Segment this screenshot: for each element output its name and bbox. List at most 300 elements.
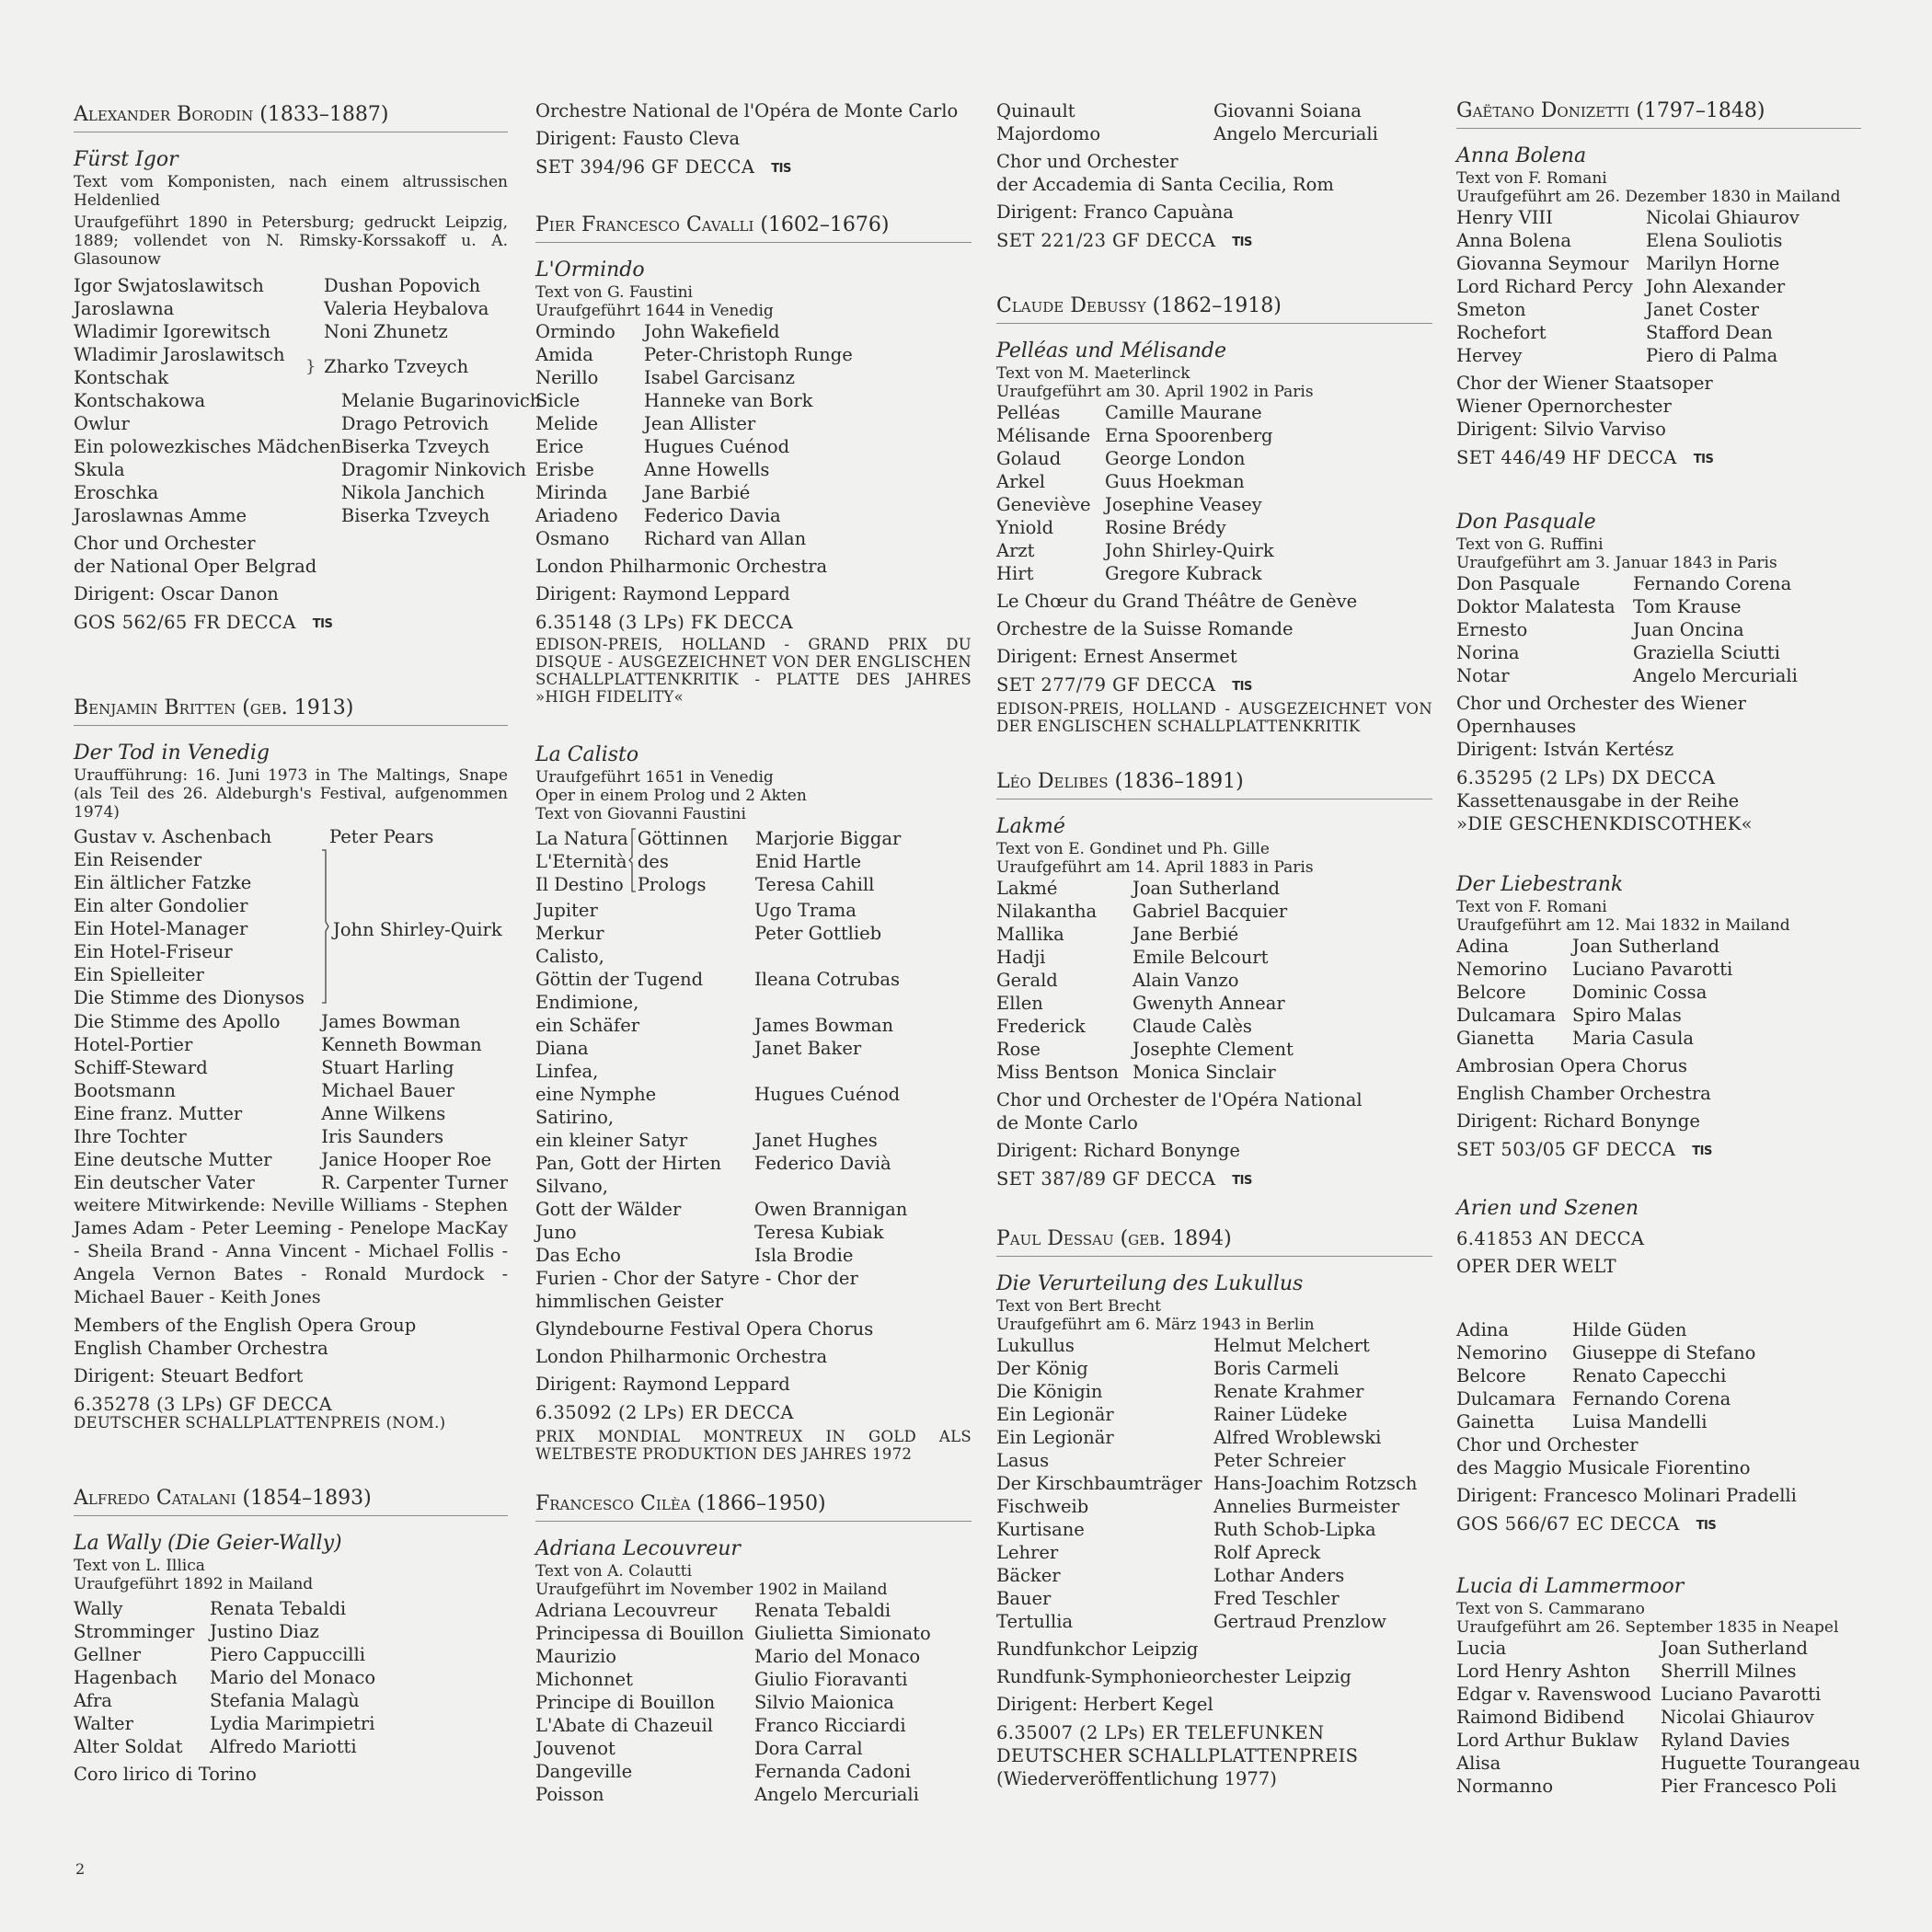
singer-name: Gertraud Prenzlow xyxy=(1213,1611,1386,1632)
role-name: Göttin der Tugend xyxy=(535,969,704,990)
cast-row xyxy=(1456,1752,1860,1775)
role-name: Bäcker xyxy=(996,1565,1061,1586)
role-name: Belcore xyxy=(1456,1365,1526,1386)
role-name: Ein Hotel-Manager xyxy=(74,918,248,939)
singer-name: Luciano Pavarotti xyxy=(1661,1684,1822,1705)
role-name: Gustav v. Aschenbach xyxy=(74,826,272,847)
catalog-number xyxy=(996,673,1432,698)
role-name: Alter Soldat xyxy=(74,1736,183,1757)
section-cilea xyxy=(535,1490,972,1806)
singer-name: Giuseppe di Stefano xyxy=(1572,1342,1756,1363)
singer-name: Hans-Joachim Rotzsch xyxy=(1213,1473,1418,1494)
cast-row xyxy=(535,412,853,435)
libretto-note: Text von F. Romani xyxy=(1456,169,1607,188)
tis-logo-icon: TIS xyxy=(1232,1174,1252,1188)
role-name: Skula xyxy=(74,459,125,480)
cast-row xyxy=(535,1783,931,1806)
catalog-number xyxy=(74,611,508,636)
cast-row xyxy=(996,562,1274,585)
singer-name: Anne Wilkens xyxy=(321,1103,446,1124)
catalog-number xyxy=(1456,1512,1861,1537)
premiere-note: Uraufgeführt 1890 in Petersburg; gedruckt Leipzig, 1889; vollendet von N. Rimsky-Korssakoff u. A. Glasounow xyxy=(74,213,508,269)
singer-name: Ugo Trama xyxy=(754,900,857,921)
cast-row xyxy=(74,1102,508,1125)
conductor: Dirigent: Richard Bonynge xyxy=(1456,1110,1700,1132)
cast-row xyxy=(535,1691,931,1714)
cast-row xyxy=(74,1079,508,1102)
cast-group-role xyxy=(74,848,502,1010)
singer-name xyxy=(754,1175,907,1198)
catalog-text: SET 446/49 HF DECCA xyxy=(1456,447,1677,468)
column-1 xyxy=(74,101,542,1786)
ensemble xyxy=(996,150,1432,196)
singer-name: Federico Davià xyxy=(754,1153,891,1174)
form-note: Oper in einem Prolog und 2 Akten xyxy=(535,787,807,805)
ensemble-line: English Chamber Orchestra xyxy=(74,1338,328,1359)
singer-name: Teresa Cahill xyxy=(754,874,875,895)
cast-row xyxy=(535,435,853,458)
award-note: DEUTSCHER SCHALLPLATTENPREIS xyxy=(996,1745,1359,1766)
singer-name: Jane Berbié xyxy=(1133,924,1239,945)
award-note: (Wiederveröffentlichung 1977) xyxy=(996,1768,1277,1789)
cast-row xyxy=(74,412,541,435)
page-number: 2 xyxy=(75,1860,86,1878)
section-liebestrank-2 xyxy=(1456,1318,1861,1537)
singer-name: James Bowman xyxy=(321,1011,461,1032)
cast-row xyxy=(1456,1004,1732,1027)
cast-prolog xyxy=(535,827,901,899)
singer-name: R. Carpenter Turner xyxy=(321,1172,508,1193)
cast-row xyxy=(535,945,907,968)
cast-row xyxy=(1456,664,1798,687)
libretto-note: Text von G. Faustini xyxy=(535,283,693,302)
cast-row xyxy=(1456,229,1800,252)
role-name: Geneviève xyxy=(996,494,1091,515)
singer-name: Angelo Mercuriali xyxy=(1633,665,1798,686)
libretto-note: Text von G. Ruffini xyxy=(1456,535,1604,554)
cast-row xyxy=(1456,572,1798,595)
singer-name: James Bowman xyxy=(754,1015,894,1036)
singer-name: Guus Hoekman xyxy=(1105,471,1245,492)
chorus: Ambrosian Opera Chorus xyxy=(1456,1055,1688,1076)
singer-name: Mario del Monaco xyxy=(210,1667,376,1688)
role-name: Ein Legionär xyxy=(996,1427,1114,1448)
role-name: Nemorino xyxy=(1456,1342,1547,1363)
libretto-note: Text von Bert Brecht xyxy=(996,1297,1161,1316)
ensemble: Orchestre National de l'Opéra de Monte Carlo xyxy=(535,100,959,121)
catalog-text: SET 503/05 GF DECCA xyxy=(1456,1139,1676,1160)
cast-row xyxy=(74,1056,508,1079)
role-name: Principe di Bouillon xyxy=(535,1692,716,1713)
award-note: DEUTSCHER SCHALLPLATTENPREIS (NOM.) xyxy=(74,1414,446,1432)
cast-row xyxy=(1456,1683,1860,1706)
role-name: Eroschka xyxy=(74,482,159,503)
series-note: Kassettenausgabe in der Reihe xyxy=(1456,790,1740,811)
role-name: Endimione, xyxy=(535,992,639,1013)
section-catalani-continued xyxy=(535,99,972,180)
singer-name: Fernando Corena xyxy=(1633,573,1792,594)
cast-row xyxy=(1456,1364,1755,1387)
composer-heading: Alfredo Catalani (1854–1893) xyxy=(74,1485,508,1516)
role-name: Norina xyxy=(1456,642,1520,663)
cast-row xyxy=(535,1599,931,1622)
singer-name: John Shirley-Quirk xyxy=(1105,540,1274,561)
cast-row xyxy=(74,458,541,481)
role-name: Gianetta xyxy=(1456,1028,1535,1049)
premiere-note: Uraufgeführt 1644 in Venedig xyxy=(535,302,774,320)
work-title: Pelléas und Mélisande xyxy=(996,339,1227,362)
cast-row xyxy=(996,1015,1294,1038)
catalog-text: GOS 562/65 FR DECCA xyxy=(74,612,296,633)
libretto-note: Text von L. Illica xyxy=(74,1557,205,1575)
cast-row xyxy=(996,1472,1417,1495)
cast-row xyxy=(535,922,907,945)
cast-row xyxy=(1456,1387,1755,1410)
singer-name: John Wakefield xyxy=(644,321,780,342)
singer-name: Janet Baker xyxy=(754,1038,862,1059)
catalog-text: SET 221/23 GF DECCA xyxy=(996,230,1216,251)
composer-heading: Gaëtano Donizetti (1797–1848) xyxy=(1456,98,1861,129)
role-name: Doktor Malatesta xyxy=(1456,596,1616,617)
catalog-number: 6.35295 (2 LPs) DX DECCA xyxy=(1456,767,1716,788)
conductor: Dirigent: Fausto Cleva xyxy=(535,128,741,149)
singer-name: Melanie Bugarinovich xyxy=(340,390,542,411)
cast-row xyxy=(1456,1729,1860,1752)
award-note: EDISON-PREIS, HOLLAND - GRAND PRIX DU DISQUE - AUSGEZEICHNET VON DER ENGLISCHEN SCHALLPLATTENKRITIK - PLATTE DES JAHRES »HIGH FIDELITY« xyxy=(535,636,972,706)
cast-row xyxy=(535,527,853,550)
award-note: PRIX MONDIAL MONTREUX IN GOLD ALS WELTBESTE PRODUKTION DES JAHRES 1972 xyxy=(535,1428,972,1463)
singer-name: Ruth Schob-Lipka xyxy=(1213,1519,1376,1540)
singer-name: Marilyn Horne xyxy=(1646,253,1780,274)
cast-table xyxy=(1456,206,1800,367)
cast-row xyxy=(535,968,907,991)
cast-row xyxy=(74,274,489,297)
catalog-number: 6.41853 AN DECCA xyxy=(1456,1228,1645,1249)
section-delibes xyxy=(996,768,1432,1192)
cast-row xyxy=(74,1033,508,1056)
catalog-number xyxy=(996,229,1432,254)
role-name: Ihre Tochter xyxy=(74,1126,187,1147)
section-cavalli xyxy=(535,212,972,706)
singer-name: John Shirley-Quirk xyxy=(333,918,502,940)
cast-row xyxy=(535,320,853,343)
role-name: Ariadeno xyxy=(535,505,618,526)
singer-name: Isabel Garcisanz xyxy=(644,367,795,388)
singer-name: Dragomir Ninkovich xyxy=(340,459,527,480)
section-calisto xyxy=(535,742,972,1463)
role-name: Calisto, xyxy=(535,946,604,967)
singer-name: Franco Ricciardi xyxy=(754,1715,906,1736)
role-name: Ein polowezkisches Mädchen xyxy=(74,436,341,457)
cast-row xyxy=(535,1152,907,1175)
singer-name: Jane Barbié xyxy=(644,482,751,503)
cast-row xyxy=(996,923,1294,946)
work-title: La Calisto xyxy=(535,743,639,766)
singer-name: Rosine Brédy xyxy=(1105,517,1226,538)
brace-line-icon xyxy=(628,827,638,893)
role-name: Igor Swjatoslawitsch xyxy=(74,275,264,296)
cast-row xyxy=(74,297,489,320)
singer-name: Teresa Kubiak xyxy=(754,1222,884,1243)
cast-row xyxy=(535,1714,931,1737)
cast-row xyxy=(1456,1660,1860,1683)
cast-table xyxy=(1456,1637,1860,1798)
section-cilea-continued xyxy=(996,99,1432,254)
role-name: eine Nymphe xyxy=(535,1084,657,1105)
singer-name: Renate Krahmer xyxy=(1213,1381,1364,1402)
role-name: Die Stimme des Apollo xyxy=(74,1011,281,1032)
award-note: EDISON-PREIS, HOLLAND - AUSGEZEICHNET VON DER ENGLISCHEN SCHALLPLATTENKRITIK xyxy=(996,700,1432,735)
libretto-note: Text von F. Romani xyxy=(1456,898,1607,916)
role-name: Pan, Gott der Hirten xyxy=(535,1153,722,1174)
role-name: Majordomo xyxy=(996,123,1101,144)
cast-row xyxy=(996,1610,1417,1633)
singer-name: Owen Brannigan xyxy=(754,1199,908,1220)
role-name: Wally xyxy=(74,1598,123,1619)
catalog-number xyxy=(535,155,972,180)
singer-name: Luciano Pavarotti xyxy=(1572,959,1733,980)
role-name: Hirt xyxy=(996,563,1034,584)
singer-name: Jean Allister xyxy=(644,413,756,434)
composer-heading: Francesco Cilèa (1866–1950) xyxy=(535,1490,972,1522)
orchestra: Orchestre de la Suisse Romande xyxy=(996,618,1294,639)
cast-row xyxy=(1456,321,1800,344)
role-name: Amida xyxy=(535,344,593,365)
catalog-number: 6.35007 (2 LPs) ER TELEFUNKEN xyxy=(996,1722,1325,1743)
section-debussy xyxy=(996,293,1432,735)
role-name: Nerillo xyxy=(535,367,599,388)
singer-name: Josephine Veasey xyxy=(1105,494,1262,515)
work-title: Die Verurteilung des Lukullus xyxy=(996,1272,1304,1295)
cast-row xyxy=(996,99,1378,122)
orchestra: Rundfunk-Symphonieorchester Leipzig xyxy=(996,1666,1351,1687)
role-name: L'Eternità xyxy=(535,851,627,872)
cast-row xyxy=(535,1106,907,1129)
section-britten xyxy=(74,695,508,1432)
prolog-label: Prologs xyxy=(637,874,707,895)
cast-row xyxy=(74,435,541,458)
role-name: Erice xyxy=(535,436,584,457)
role-name: Das Echo xyxy=(535,1245,621,1266)
cast-table xyxy=(1456,1318,1755,1433)
premiere-note: Uraufgeführt 1651 in Venedig xyxy=(535,768,774,787)
role-name: Lehrer xyxy=(996,1542,1059,1563)
catalog-number xyxy=(996,1167,1432,1192)
singer-name: Janet Hughes xyxy=(754,1130,878,1151)
ensemble-line: Chor und Orchester xyxy=(74,533,256,554)
brace-line-icon xyxy=(320,848,329,1005)
role-name: Lucia xyxy=(1456,1638,1507,1659)
singer-name: Isla Brodie xyxy=(754,1245,854,1266)
cast-row xyxy=(535,1221,907,1244)
ensemble xyxy=(74,1314,508,1360)
cast-row xyxy=(1456,1027,1732,1050)
role-name: Gellner xyxy=(74,1644,142,1665)
role-name: Ein Spielleiter xyxy=(74,964,204,985)
role-name: Ein ältlicher Fatzke xyxy=(74,872,252,893)
section-lucia xyxy=(1456,1574,1861,1798)
cast-row xyxy=(996,877,1294,900)
role-name: L'Abate di Chazeuil xyxy=(535,1715,713,1736)
cast-row xyxy=(74,481,541,504)
singer-name: Elena Souliotis xyxy=(1646,230,1783,251)
singer-name: Richard van Allan xyxy=(644,528,807,549)
conductor: Dirigent: Herbert Kegel xyxy=(996,1694,1213,1715)
singer-name: Monica Sinclair xyxy=(1133,1062,1276,1083)
singer-name: Biserka Tzveych xyxy=(340,436,490,457)
singer-name: Hugues Cuénod xyxy=(644,436,790,457)
composer-heading: Paul Dessau (geb. 1894) xyxy=(996,1225,1432,1257)
further-performers: weitere Mitwirkende: Neville Williams - Stephen James Adam - Peter Leeming - Penelope MacKay - Sheila Brand - Anna Vincent - Michael Follis - Angela Vernon Bates - Ronald Murdock - Michael Bauer - Keith Jones xyxy=(74,1195,508,1307)
role-name: Walter xyxy=(74,1713,133,1734)
ensemble-line: de Monte Carlo xyxy=(996,1112,1138,1133)
cast-row xyxy=(996,1449,1417,1472)
cast-row xyxy=(535,366,853,389)
singer-name: Graziella Sciutti xyxy=(1633,642,1780,663)
cast-row xyxy=(74,504,541,527)
role-name: Tertullia xyxy=(996,1611,1074,1632)
singer-name: Joan Sutherland xyxy=(1133,878,1281,899)
catalog-number xyxy=(1456,446,1861,471)
role-name: Lord Henry Ashton xyxy=(1456,1661,1631,1682)
cast-row xyxy=(1456,595,1798,618)
prolog-label: Göttinnen xyxy=(637,828,729,849)
singer-name: Renata Tebaldi xyxy=(210,1598,347,1619)
orchestra: Wiener Opernorchester xyxy=(1456,396,1672,417)
singer-name: Joan Sutherland xyxy=(1661,1638,1809,1659)
cast-row xyxy=(996,1518,1417,1541)
singer-name: Piero Cappuccilli xyxy=(210,1644,366,1665)
role-name: Bauer xyxy=(996,1588,1052,1609)
singer-name: Mario del Monaco xyxy=(754,1646,921,1667)
role-name: Stromminger xyxy=(74,1621,195,1642)
singer-name: Hugues Cuénod xyxy=(754,1084,901,1105)
ensemble-line: Chor und Orchester xyxy=(1456,1434,1639,1455)
singer-name: Michael Bauer xyxy=(321,1080,454,1101)
singer-name: Renato Capecchi xyxy=(1572,1365,1727,1386)
cast-row xyxy=(996,1564,1417,1587)
singer-name: Sherrill Milnes xyxy=(1661,1661,1797,1682)
singer-name: Marjorie Biggar xyxy=(754,828,902,849)
role-name: Nilakantha xyxy=(996,901,1098,922)
singer-name: Iris Saunders xyxy=(321,1126,444,1147)
role-name: Arkel xyxy=(996,471,1045,492)
role-name: Mélisande xyxy=(996,425,1091,446)
singer-name: Dominic Cossa xyxy=(1572,982,1708,1003)
singer-name: Fred Teschler xyxy=(1213,1588,1340,1609)
role-name: Adina xyxy=(1456,1319,1509,1340)
cast-row xyxy=(996,1038,1294,1061)
singer-name: Drago Petrovich xyxy=(340,413,489,434)
orchestra: English Chamber Orchestra xyxy=(1456,1083,1711,1104)
singer-name xyxy=(754,991,907,1014)
role-name: Jaroslawna xyxy=(74,298,175,319)
role-name: Ernesto xyxy=(1456,619,1528,640)
premiere-note: Uraufgeführt am 12. Mai 1832 in Mailand xyxy=(1456,916,1790,935)
cast-row xyxy=(74,1171,508,1194)
singer-name: Angelo Mercuriali xyxy=(1213,123,1378,144)
singer-name: Pier Francesco Poli xyxy=(1661,1776,1837,1797)
section-borodin xyxy=(74,101,542,636)
composer-heading: Pier Francesco Cavalli (1602–1676) xyxy=(535,212,972,243)
singer-name xyxy=(754,1106,907,1129)
cast-row xyxy=(535,1129,907,1152)
singer-name: Giovanni Soiana xyxy=(1213,100,1362,121)
singer-name: John Alexander xyxy=(1646,276,1786,297)
singer-name: Tom Krause xyxy=(1633,596,1742,617)
cast-row xyxy=(996,969,1294,992)
singer-name: Renata Tebaldi xyxy=(754,1600,891,1621)
catalog-number: 6.35092 (2 LPs) ER DECCA xyxy=(535,1402,794,1423)
work-title: Don Pasquale xyxy=(1456,511,1596,534)
cast-row xyxy=(535,899,907,922)
role-name: Golaud xyxy=(996,448,1062,469)
conductor: Dirigent: Silvio Varviso xyxy=(1456,419,1666,440)
singer-name: Valeria Heybalova xyxy=(324,298,489,319)
role-name: Principessa di Bouillon xyxy=(535,1623,744,1644)
singer-name: Peter Schreier xyxy=(1213,1450,1346,1471)
singer-name: Peter-Christoph Runge xyxy=(644,344,853,365)
role-name: Hotel-Portier xyxy=(74,1034,193,1055)
conductor: Dirigent: Oscar Danon xyxy=(74,583,279,604)
composer-heading: Benjamin Britten (geb. 1913) xyxy=(74,695,508,726)
role-name: Der Kirschbaumträger xyxy=(996,1473,1202,1494)
cast-row xyxy=(535,1175,907,1198)
singer-name: Kenneth Bowman xyxy=(321,1034,482,1055)
libretto-note: Text von M. Maeterlinck xyxy=(996,364,1190,383)
cast-shared-role xyxy=(74,343,468,389)
singer-name: Silvio Maionica xyxy=(754,1692,894,1713)
role-name: Belcore xyxy=(1456,982,1526,1003)
role-name: Afra xyxy=(74,1690,112,1711)
ensemble-line: der Accademia di Santa Cecilia, Rom xyxy=(996,174,1334,195)
role-name: Hervey xyxy=(1456,345,1523,366)
premiere-note: Uraufgeführt am 26. September 1835 in Neapel xyxy=(1456,1618,1839,1637)
role-name: ein kleiner Satyr xyxy=(535,1130,688,1151)
role-name: Don Pasquale xyxy=(1456,573,1581,594)
singer-name: Dora Carral xyxy=(754,1738,863,1759)
singer-name: Emile Belcourt xyxy=(1133,947,1269,968)
cast-row xyxy=(535,1645,931,1668)
cast-row xyxy=(1456,1637,1860,1660)
cast-row xyxy=(74,1010,508,1033)
orchestra: London Philharmonic Orchestra xyxy=(535,556,828,577)
singer-name: Piero di Palma xyxy=(1646,345,1778,366)
role-name: Fischweib xyxy=(996,1496,1089,1517)
singer-name: Anne Howells xyxy=(644,459,770,480)
singer-name: Rainer Lüdeke xyxy=(1213,1404,1348,1425)
cast-row xyxy=(996,516,1274,539)
role-name: Notar xyxy=(1456,665,1510,686)
role-name: Gerald xyxy=(996,970,1058,991)
role-name: Linfea, xyxy=(535,1061,599,1082)
furies-note: Furien - Chor der Satyre - Chor der himmlischen Geister xyxy=(535,1268,858,1312)
work-title: Lucia di Lammermoor xyxy=(1456,1575,1685,1598)
premiere-note: Uraufgeführt am 30. April 1902 in Paris xyxy=(996,383,1314,401)
role-name: ein Schäfer xyxy=(535,1015,640,1036)
conductor: Dirigent: Steuart Bedfort xyxy=(74,1365,304,1386)
cast-row xyxy=(74,320,489,343)
singer-name: Stafford Dean xyxy=(1646,322,1773,343)
premiere-note: Uraufgeführt am 3. Januar 1843 in Paris xyxy=(1456,554,1777,572)
singer-name: Claude Calès xyxy=(1133,1016,1252,1037)
singer-name: Josephte Clement xyxy=(1133,1039,1294,1060)
cast-table xyxy=(74,389,541,527)
role-name: Ormindo xyxy=(535,321,615,342)
role-name: Mirinda xyxy=(535,482,608,503)
ensemble-line: des Maggio Musicale Fiorentino xyxy=(1456,1457,1751,1478)
role-name: Anna Bolena xyxy=(1456,230,1572,251)
